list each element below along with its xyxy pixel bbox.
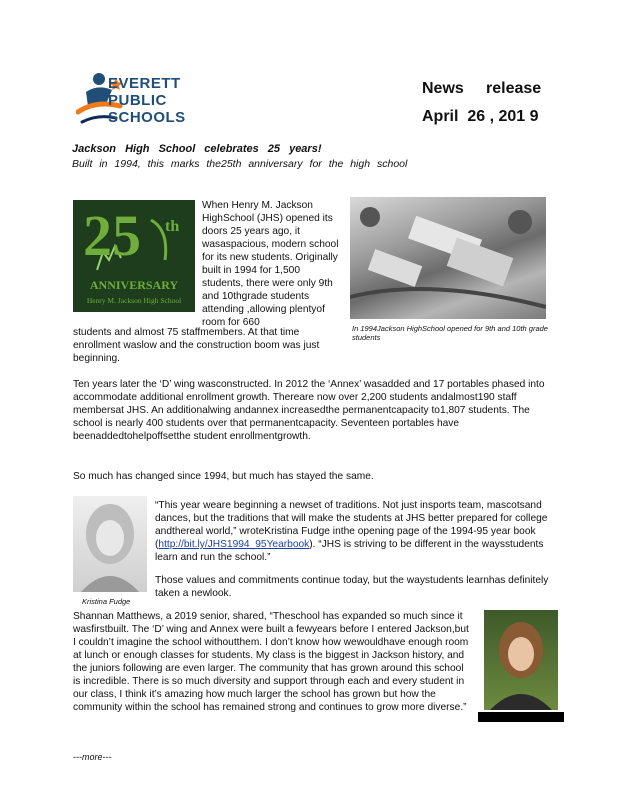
quote-text-a: “This year weare beginning a newset of traditions. Not just insports team, mascotsand dances, but the traditions that will make the students at JHS better prepared for college andthereal world,” wroteKristina Fudge inthe opening page of the 1994-95 year book (: [155, 500, 548, 550]
quote-text-b: ). “JHS is striving to be different in the waysstudents learn and run the school.”: [155, 539, 544, 563]
release-date: April 26 , 201 9: [422, 108, 539, 125]
badge-suffix: th: [165, 218, 180, 235]
aerial-photo: [350, 197, 546, 319]
shannan-matthews-photo: [484, 610, 558, 710]
anniversary-badge: [73, 200, 195, 312]
caption-bar: [478, 712, 564, 722]
paragraph-2: Ten years later the ‘D’ wing wasconstructed. In 2012 the ‘Annex’ wasadded and 17 portables phased into accommodate additional enrollment growth. Thereare now over 2,200 students andalmost190 staff membersat JHS. An additionalwing andannex increasedthe permanentcapacity to1,807 students. The school is nearly 400 students over that permanentcapacity. Seventeen portables have beenaddedtohelpoffsetthe student enrollmentgrowth.: [73, 379, 545, 442]
more-footer: ---more---: [73, 752, 112, 762]
badge-school-name: Henry M. Jackson High School: [86, 296, 182, 305]
portrait-icon: [73, 496, 147, 592]
news-release-title: News release: [422, 80, 542, 97]
logo-line2: PUBLIC: [108, 92, 167, 109]
logo-line1: EVERETT: [108, 75, 181, 92]
portrait-icon: [484, 610, 558, 710]
yearbook-link[interactable]: http://bit.ly/JHS1994_95Yearbook: [158, 539, 310, 550]
paragraph-1-full: students and almost 75 staffmembers. At that time enrollment waslow and the construction boom was just beginning.: [73, 327, 320, 364]
school-building-icon: [350, 197, 546, 319]
badge-number: 25: [83, 203, 141, 268]
quote-paragraph: [155, 499, 553, 564]
fudge-caption: Kristina Fudge: [82, 597, 131, 606]
paragraph-1-wrap: When Henry M. Jackson HighSchool (JHS) opened its doors 25 years ago, it wasaspacious, modern school for its new students. Originally built in 1994 for 1,500 students, there were only 9th and 10thgrade students attending ,allowing plentyof room for 660: [202, 200, 339, 328]
paragraph-3: So much has changed since 1994, but much has stayed the same.: [73, 471, 374, 482]
values-paragraph: Those values and commitments continue today, but the waystudents learnhas definitely taken a newlook.: [155, 575, 549, 599]
eps-logo: [76, 70, 216, 128]
headline: Jackson High School celebrates 25 years!: [72, 143, 322, 155]
kristina-fudge-photo: [73, 496, 147, 592]
photo-caption: In 1994Jackson HighSchool opened for 9th and 10th grade students: [352, 324, 548, 342]
subheadline: Built in 1994, this marks the25th anniversary for the high school: [72, 158, 408, 170]
logo-line3: SCHOOLS: [108, 109, 186, 126]
shannan-paragraph: Shannan Matthews, a 2019 senior, shared, “Theschool has expanded so much since it wasfirstbuilt. The ‘D’ wing and Annex were built a fewyears before I entered Jackson,but I couldn’t imagine the school withoutthem. I don’t know how wewouldhave enough room at lunch or enough classes for students. My class is the biggest in Jackson history, and the juniors following are even larger. The community that has grown around this school is incredible. There is so much diversity and support through each and every student in our class, I think it’s amazing how much larger the school has grown but how the community within the school has remained strong and continues to grow more diverse.”: [73, 611, 469, 713]
badge-ribbon: ANNIVERSARY: [89, 278, 179, 292]
